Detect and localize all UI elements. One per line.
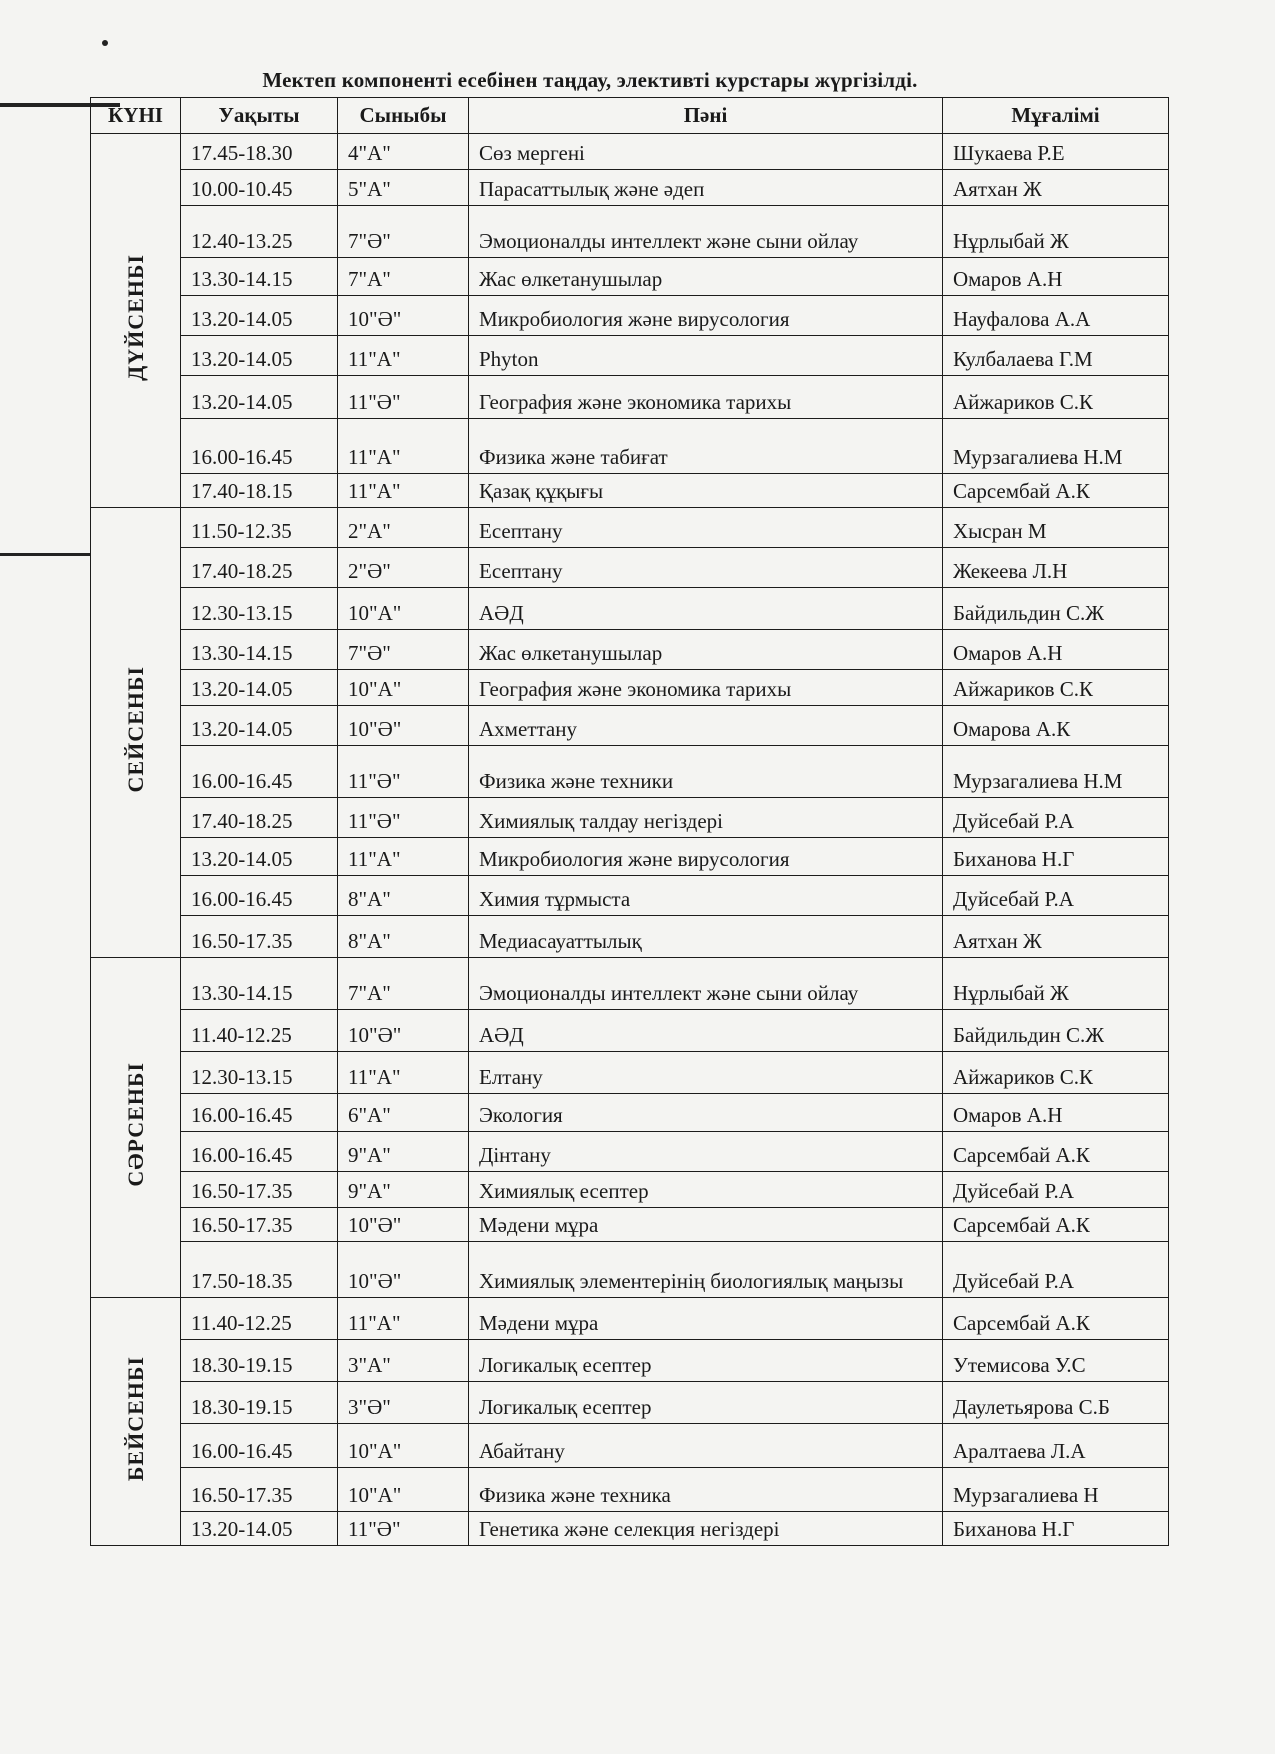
table-row [91, 1172, 1169, 1208]
subject-cell: География және экономика тарихы [469, 670, 943, 706]
day-label: СЕЙСЕНБІ [123, 666, 148, 793]
class-cell: 4"А" [338, 134, 469, 170]
subject-cell: Мәдени мұра [469, 1208, 943, 1242]
time-cell: 16.50-17.35 [181, 916, 338, 958]
scan-mark-left-middle [0, 553, 90, 556]
time-cell: 13.30-14.15 [181, 958, 338, 1010]
table-row [91, 670, 1169, 706]
class-cell: 11"Ә" [338, 376, 469, 419]
time-cell: 16.50-17.35 [181, 1208, 338, 1242]
table-row [91, 958, 1169, 1010]
subject-cell: Есептану [469, 508, 943, 548]
teacher-cell: Омаров А.Н [943, 630, 1169, 670]
class-cell: 11"А" [338, 419, 469, 474]
table-row [91, 170, 1169, 206]
time-cell: 13.30-14.15 [181, 258, 338, 296]
class-cell: 8"А" [338, 916, 469, 958]
time-cell: 18.30-19.15 [181, 1382, 338, 1424]
table-row [91, 1010, 1169, 1052]
subject-cell: Абайтану [469, 1424, 943, 1468]
day-label: БЕЙСЕНБІ [123, 1355, 148, 1482]
table-row [91, 706, 1169, 746]
time-cell: 16.00-16.45 [181, 1094, 338, 1132]
class-cell: 9"А" [338, 1132, 469, 1172]
subject-cell: Қазақ құқығы [469, 474, 943, 508]
page-title: Мектеп компоненті есебінен таңдау, элективті курстары жүргізілді. [262, 68, 918, 92]
subject-cell: Эмоционалды интеллект және сыни ойлау [469, 206, 943, 258]
time-cell: 13.20-14.05 [181, 1512, 338, 1546]
day-label: ДҮЙСЕНБІ [123, 254, 148, 381]
table-header-row [91, 98, 1169, 134]
class-cell: 10"Ә" [338, 1242, 469, 1298]
teacher-cell: Дуйсебай Р.А [943, 1242, 1169, 1298]
teacher-cell: Мурзагалиева Н [943, 1468, 1169, 1512]
class-cell: 10"А" [338, 1468, 469, 1512]
header-day: КҮНІ [91, 98, 181, 134]
class-cell: 7"Ә" [338, 630, 469, 670]
table-row [91, 336, 1169, 376]
table-row [91, 798, 1169, 838]
day-cell [91, 1298, 181, 1546]
class-cell: 2"А" [338, 508, 469, 548]
class-cell: 11"А" [338, 474, 469, 508]
time-cell: 16.00-16.45 [181, 876, 338, 916]
time-cell: 13.20-14.05 [181, 670, 338, 706]
table-row [91, 746, 1169, 798]
class-cell: 9"А" [338, 1172, 469, 1208]
table-row [91, 1382, 1169, 1424]
time-cell: 13.20-14.05 [181, 296, 338, 336]
time-cell: 13.30-14.15 [181, 630, 338, 670]
subject-cell: Мәдени мұра [469, 1298, 943, 1340]
table-row [91, 548, 1169, 588]
subject-cell: Медиасауаттылық [469, 916, 943, 958]
time-cell: 16.50-17.35 [181, 1172, 338, 1208]
time-cell: 16.00-16.45 [181, 1132, 338, 1172]
time-cell: 16.00-16.45 [181, 419, 338, 474]
table-row [91, 838, 1169, 876]
time-cell: 13.20-14.05 [181, 376, 338, 419]
table-row [91, 206, 1169, 258]
time-cell: 16.00-16.45 [181, 746, 338, 798]
table-row [91, 419, 1169, 474]
table-row [91, 1132, 1169, 1172]
time-cell: 17.50-18.35 [181, 1242, 338, 1298]
subject-cell: Дінтану [469, 1132, 943, 1172]
teacher-cell: Сарсембай А.К [943, 474, 1169, 508]
class-cell: 10"А" [338, 670, 469, 706]
class-cell: 11"Ә" [338, 798, 469, 838]
teacher-cell: Даулетьярова С.Б [943, 1382, 1169, 1424]
class-cell: 10"Ә" [338, 1010, 469, 1052]
header-class: Сыныбы [338, 98, 469, 134]
subject-cell: Микробиология және вирусология [469, 296, 943, 336]
subject-cell: Логикалық есептер [469, 1340, 943, 1382]
subject-cell: АӘД [469, 588, 943, 630]
subject-cell: Химиялық элементерінің биологиялық маңызы [469, 1242, 943, 1298]
teacher-cell: Аралтаева Л.А [943, 1424, 1169, 1468]
table-row [91, 1424, 1169, 1468]
class-cell: 11"А" [338, 1052, 469, 1094]
subject-cell: Парасаттылық және әдеп [469, 170, 943, 206]
time-cell: 17.40-18.15 [181, 474, 338, 508]
teacher-cell: Сарсембай А.К [943, 1132, 1169, 1172]
subject-cell: Экология [469, 1094, 943, 1132]
header-teacher: Мұғалімі [943, 98, 1169, 134]
subject-cell: География және экономика тарихы [469, 376, 943, 419]
teacher-cell: Аятхан Ж [943, 916, 1169, 958]
time-cell: 10.00-10.45 [181, 170, 338, 206]
time-cell: 11.50-12.35 [181, 508, 338, 548]
table-row [91, 630, 1169, 670]
table-row [91, 474, 1169, 508]
class-cell: 10"А" [338, 1424, 469, 1468]
time-cell: 13.20-14.05 [181, 838, 338, 876]
time-cell: 12.30-13.15 [181, 1052, 338, 1094]
teacher-cell: Аятхан Ж [943, 170, 1169, 206]
teacher-cell: Айжариков С.К [943, 1052, 1169, 1094]
table-row [91, 916, 1169, 958]
teacher-cell: Кулбалаева Г.М [943, 336, 1169, 376]
table-row [91, 1208, 1169, 1242]
subject-cell: Сөз мергені [469, 134, 943, 170]
subject-cell: Жас өлкетанушылар [469, 630, 943, 670]
class-cell: 11"А" [338, 336, 469, 376]
time-cell: 12.30-13.15 [181, 588, 338, 630]
time-cell: 12.40-13.25 [181, 206, 338, 258]
table-row [91, 508, 1169, 548]
teacher-cell: Омарова А.К [943, 706, 1169, 746]
class-cell: 3"Ә" [338, 1382, 469, 1424]
teacher-cell: Дуйсебай Р.А [943, 1172, 1169, 1208]
class-cell: 10"Ә" [338, 1208, 469, 1242]
class-cell: 11"Ә" [338, 1512, 469, 1546]
table-row [91, 1298, 1169, 1340]
subject-cell: Логикалық есептер [469, 1382, 943, 1424]
day-cell [91, 958, 181, 1298]
header-subject: Пәні [469, 98, 943, 134]
subject-cell: Ахметтану [469, 706, 943, 746]
class-cell: 10"Ә" [338, 706, 469, 746]
day-cell [91, 134, 181, 508]
subject-cell: Елтану [469, 1052, 943, 1094]
teacher-cell: Хысран М [943, 508, 1169, 548]
time-cell: 17.45-18.30 [181, 134, 338, 170]
subject-cell: Микробиология және вирусология [469, 838, 943, 876]
teacher-cell: Нұрлыбай Ж [943, 958, 1169, 1010]
table-row [91, 588, 1169, 630]
class-cell: 7"А" [338, 958, 469, 1010]
class-cell: 11"Ә" [338, 746, 469, 798]
teacher-cell: Байдильдин С.Ж [943, 588, 1169, 630]
teacher-cell: Байдильдин С.Ж [943, 1010, 1169, 1052]
table-row [91, 258, 1169, 296]
class-cell: 2"Ә" [338, 548, 469, 588]
teacher-cell: Мурзагалиева Н.М [943, 419, 1169, 474]
table-row [91, 876, 1169, 916]
subject-cell: Жас өлкетанушылар [469, 258, 943, 296]
table-row [91, 134, 1169, 170]
subject-cell: Химиялық есептер [469, 1172, 943, 1208]
teacher-cell: Шукаева Р.Е [943, 134, 1169, 170]
time-cell: 18.30-19.15 [181, 1340, 338, 1382]
subject-cell: Химия тұрмыста [469, 876, 943, 916]
teacher-cell: Нұрлыбай Ж [943, 206, 1169, 258]
teacher-cell: Сарсембай А.К [943, 1298, 1169, 1340]
table-row [91, 296, 1169, 336]
subject-cell: Генетика және селекция негіздері [469, 1512, 943, 1546]
subject-cell: Физика және техники [469, 746, 943, 798]
class-cell: 7"Ә" [338, 206, 469, 258]
time-cell: 16.00-16.45 [181, 1424, 338, 1468]
time-cell: 13.20-14.05 [181, 336, 338, 376]
time-cell: 11.40-12.25 [181, 1298, 338, 1340]
class-cell: 8"А" [338, 876, 469, 916]
teacher-cell: Айжариков С.К [943, 376, 1169, 419]
teacher-cell: Жекеева Л.Н [943, 548, 1169, 588]
schedule-body [91, 134, 1169, 1546]
teacher-cell: Утемисова У.С [943, 1340, 1169, 1382]
table-row [91, 1468, 1169, 1512]
class-cell: 10"А" [338, 588, 469, 630]
subject-cell: АӘД [469, 1010, 943, 1052]
subject-cell: Физика және техника [469, 1468, 943, 1512]
class-cell: 7"А" [338, 258, 469, 296]
table-row [91, 1094, 1169, 1132]
class-cell: 6"А" [338, 1094, 469, 1132]
class-cell: 3"А" [338, 1340, 469, 1382]
class-cell: 11"А" [338, 838, 469, 876]
class-cell: 5"А" [338, 170, 469, 206]
teacher-cell: Сарсембай А.К [943, 1208, 1169, 1242]
time-cell: 11.40-12.25 [181, 1010, 338, 1052]
table-row [91, 376, 1169, 419]
scan-mark-dot [102, 40, 108, 46]
class-cell: 11"А" [338, 1298, 469, 1340]
teacher-cell: Мурзагалиева Н.М [943, 746, 1169, 798]
table-row [91, 1340, 1169, 1382]
class-cell: 10"Ә" [338, 296, 469, 336]
teacher-cell: Биханова Н.Г [943, 1512, 1169, 1546]
subject-cell: Эмоционалды интеллект және сыни ойлау [469, 958, 943, 1010]
day-cell [91, 508, 181, 958]
elective-schedule-table [90, 97, 1169, 1546]
teacher-cell: Дуйсебай Р.А [943, 798, 1169, 838]
header-time: Уақыты [181, 98, 338, 134]
table-row [91, 1242, 1169, 1298]
table-row [91, 1512, 1169, 1546]
subject-cell: Есептану [469, 548, 943, 588]
subject-cell: Phyton [469, 336, 943, 376]
time-cell: 16.50-17.35 [181, 1468, 338, 1512]
time-cell: 17.40-18.25 [181, 798, 338, 838]
teacher-cell: Науфалова А.А [943, 296, 1169, 336]
teacher-cell: Биханова Н.Г [943, 838, 1169, 876]
subject-cell: Химиялық талдау негіздері [469, 798, 943, 838]
day-label: СӘРСЕНБІ [123, 1062, 148, 1187]
subject-cell: Физика және табиғат [469, 419, 943, 474]
teacher-cell: Айжариков С.К [943, 670, 1169, 706]
table-row [91, 1052, 1169, 1094]
teacher-cell: Омаров А.Н [943, 258, 1169, 296]
teacher-cell: Дуйсебай Р.А [943, 876, 1169, 916]
teacher-cell: Омаров А.Н [943, 1094, 1169, 1132]
time-cell: 17.40-18.25 [181, 548, 338, 588]
time-cell: 13.20-14.05 [181, 706, 338, 746]
